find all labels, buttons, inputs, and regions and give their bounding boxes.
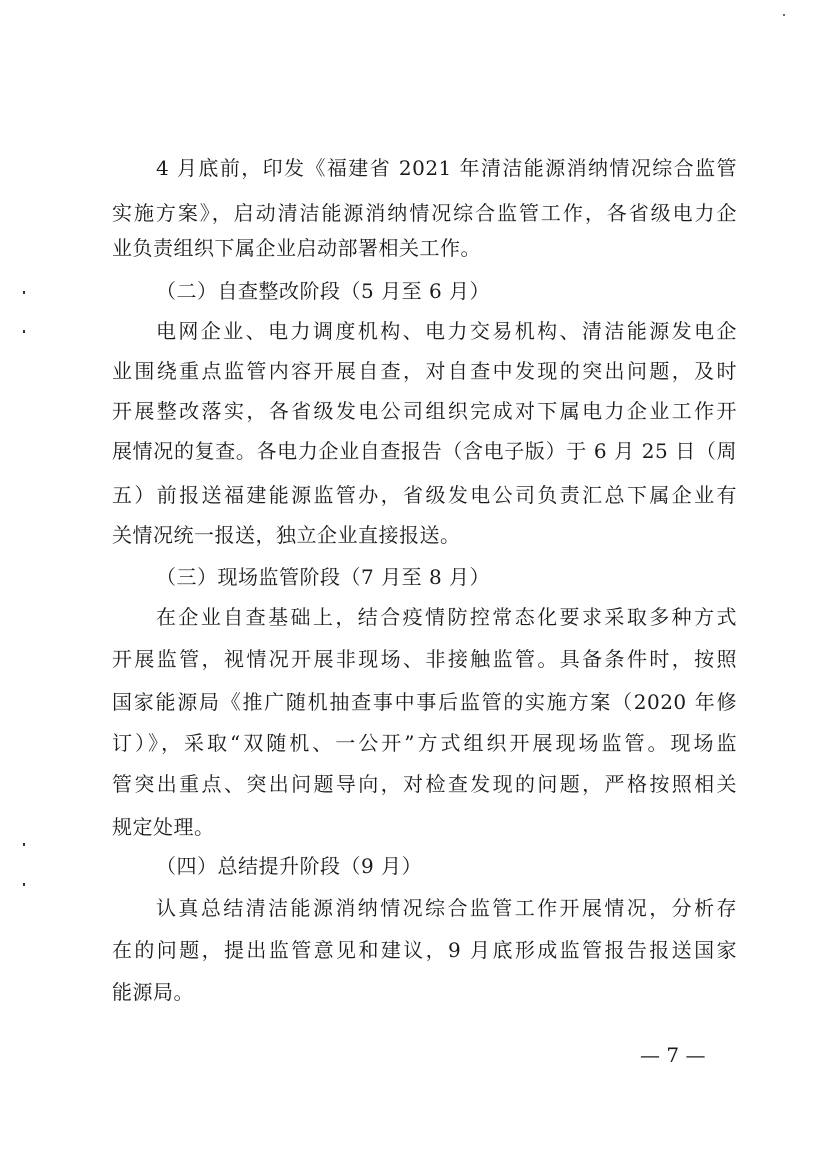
paragraph-2-line-4: 展情况的复查。各电力企业自查报告（含电子版）于 6 月 25 日（周: [112, 439, 737, 463]
paragraph-4-line-2: 在的问题，提出监管意见和建议，9 月底形成监管报告报送国家: [112, 938, 737, 962]
paragraph-3-line-6: 规定处理。: [112, 815, 215, 839]
paragraph-3-line-2: 开展监管，视情况开展非现场、非接触监管。具备条件时，按照: [112, 647, 737, 671]
section-heading-4: （四）总结提升阶段（9 月）: [156, 854, 423, 878]
paragraph-4-line-1: 认真总结清洁能源消纳情况综合监管工作开展情况，分析存: [156, 896, 737, 920]
paragraph-2-line-5: 五）前报送福建能源监管办，省级发电公司负责汇总下属企业有: [112, 483, 737, 507]
paragraph-3-line-3: 国家能源局《推广随机抽查事中事后监管的实施方案（2020 年修: [112, 690, 737, 714]
paragraph-3-line-4: 订）》，采取“双随机、一公开”方式组织开展现场监管。现场监: [112, 731, 737, 755]
paragraph-2-line-6: 关情况统一报送，独立企业直接报送。: [112, 523, 461, 547]
paragraph-1-line-3: 业负责组织下属企业启动部署相关工作。: [112, 236, 481, 260]
paragraph-2-line-1: 电网企业、电力调度机构、电力交易机构、清洁能源发电企: [156, 319, 737, 343]
scan-mark: [23, 291, 25, 294]
scan-mark: [23, 883, 25, 886]
scan-mark: [783, 14, 785, 16]
paragraph-1-line-1: 4 月底前，印发《福建省 2021 年清洁能源消纳情况综合监管: [156, 156, 737, 180]
paragraph-3-line-1: 在企业自查基础上，结合疫情防控常态化要求采取多种方式: [156, 605, 737, 629]
paragraph-2-line-3: 开展整改落实，各省级发电公司组织完成对下属电力企业工作开: [112, 399, 737, 423]
paragraph-4-line-3: 能源局。: [112, 980, 194, 1004]
section-heading-2: （二）自查整改阶段（5 月至 6 月）: [156, 279, 491, 303]
page-number: — 7 —: [640, 1043, 706, 1067]
section-heading-3: （三）现场监管阶段（7 月至 8 月）: [156, 565, 491, 589]
paragraph-2-line-2: 业围绕重点监管内容开展自查，对自查中发现的突出问题，及时: [112, 359, 737, 383]
paragraph-3-line-5: 管突出重点、突出问题导向，对检查发现的问题，严格按照相关: [112, 772, 737, 796]
paragraph-1-line-2: 实施方案》，启动清洁能源消纳情况综合监管工作，各省级电力企: [112, 201, 737, 225]
scan-mark: [23, 330, 25, 333]
scan-mark: [23, 843, 25, 846]
